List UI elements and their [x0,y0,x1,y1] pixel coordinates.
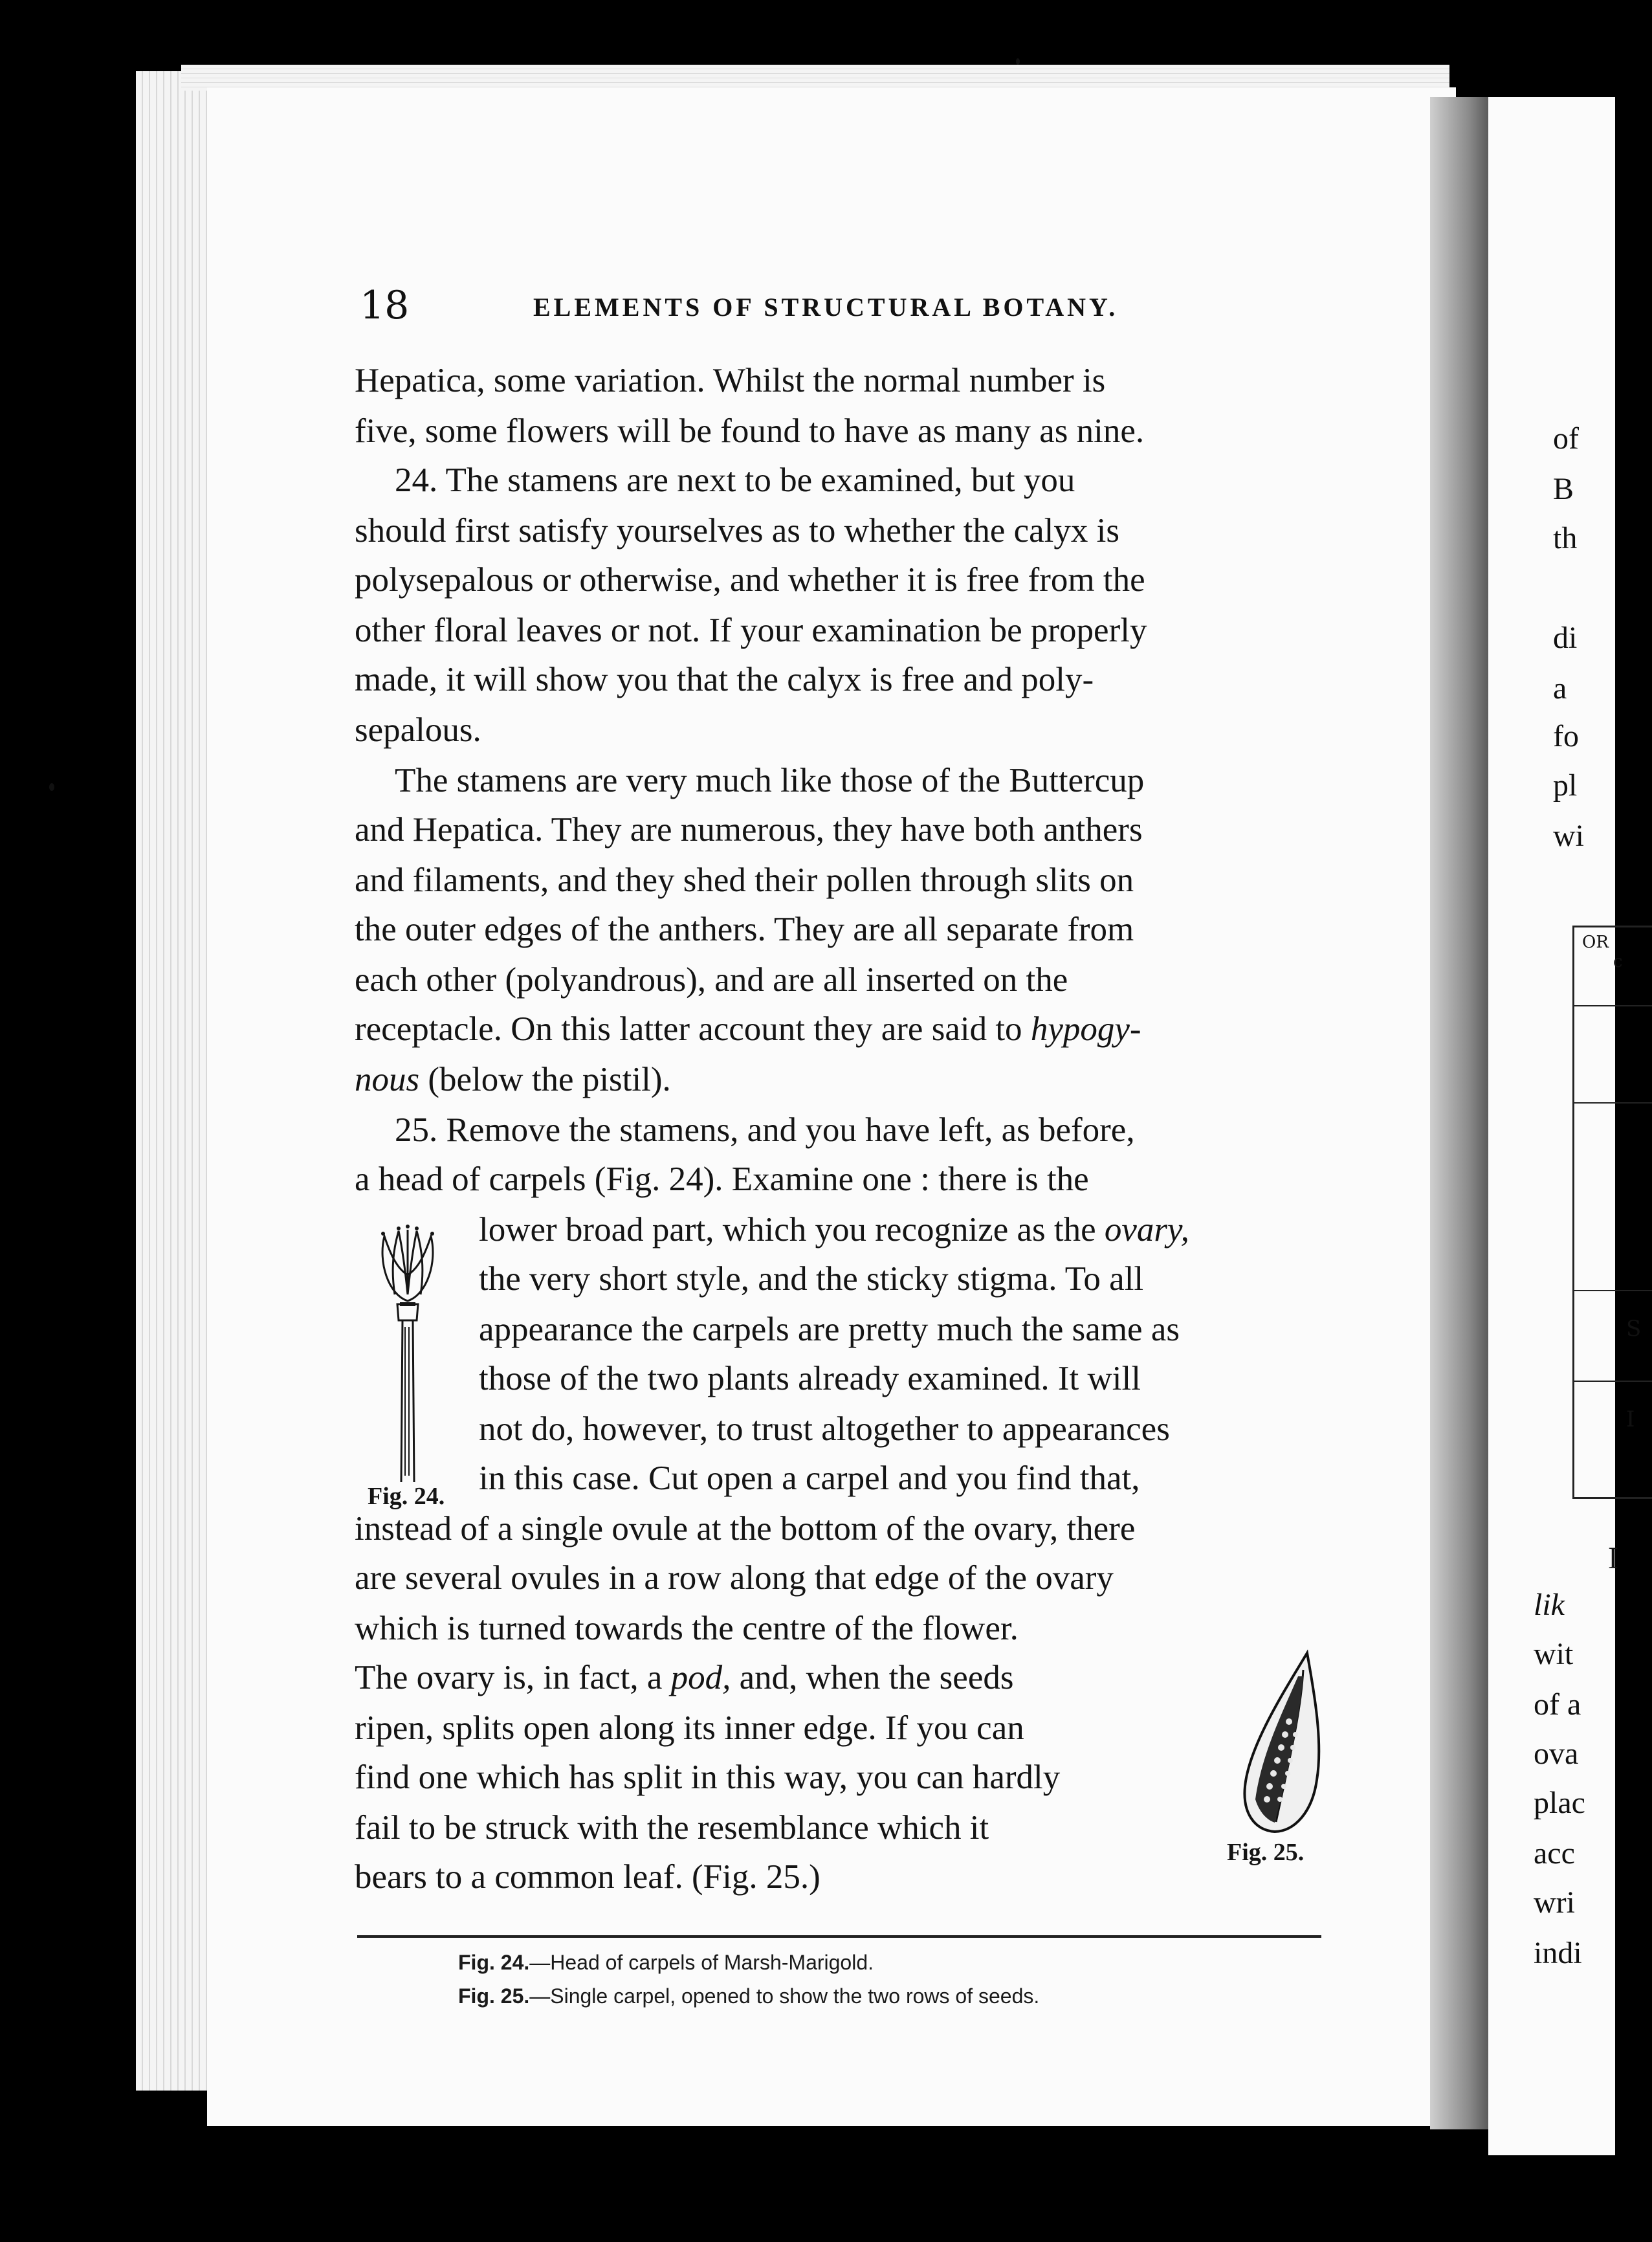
page-number: 18 [360,283,410,328]
facing-fragment: wri [1534,1885,1575,1920]
facing-table-cell: I [1626,1406,1635,1432]
book-top-edge [181,65,1449,91]
facing-table-cell: S [1626,1316,1642,1342]
facing-fragment: of [1553,421,1579,456]
facing-page [1488,97,1642,2155]
body-line: instead of a single ovule at the bottom of the ovary, there [355,1510,1136,1548]
body-line: not do, however, to trust altogether to appearances [479,1410,1170,1448]
body-line: fail to be struck with the resemblance which it [355,1809,989,1847]
facing-fragment: plac [1534,1786,1585,1820]
body-line: and Hepatica. They are numerous, they have both anthers [355,811,1143,849]
figure-caption [458,1984,1039,2008]
facing-table-header: c [1613,952,1623,971]
facing-fragment: th [1553,521,1578,555]
body-line: should first satisfy yourselves as to whether the calyx is [355,512,1119,549]
body-line [355,1010,1141,1049]
facing-fragment: fo [1553,719,1579,753]
body-line: the outer edges of the anthers. They are all separate from [355,911,1134,948]
caption-text: —Single carpel, opened to show the two rows of seeds. [529,1984,1040,2008]
facing-page-table [1572,926,1652,1499]
facing-fragment: B [1553,472,1574,506]
body-line: ripen, splits open along its inner edge. If you can [355,1709,1024,1747]
facing-fragment: a [1553,671,1567,705]
body-line: made, it will show you that the calyx is free and poly- [355,661,1094,698]
body-line: polysepalous or otherwise, and whether it is free from the [355,561,1145,599]
facing-table-rule [1574,1102,1652,1104]
figure-25-label: Fig. 25. [1227,1839,1305,1866]
figure-25-carpel-illustration [1236,1650,1327,1838]
figure-24-carpels-illustration [369,1217,446,1489]
facing-table-rule [1574,1005,1652,1006]
facing-fragment: wi [1553,819,1584,853]
facing-table-rule [1574,1290,1652,1291]
figure-caption [458,1951,874,1975]
scan-speck [49,783,54,791]
facing-fragment: ova [1534,1737,1579,1771]
caption-label: Fig. 25. [458,1984,530,2008]
facing-table-header: OR [1582,933,1609,952]
facing-table-rule [1574,1381,1652,1382]
body-line: other floral leaves or not. If your examination be properly [355,612,1147,649]
italic-term: nous [355,1061,420,1098]
facing-fragment: di [1553,621,1578,655]
body-line: are several ovules in a row along that edge of the ovary [355,1559,1114,1597]
facing-fragment: indi [1534,1936,1582,1970]
body-line: appearance the carpels are pretty much the same as [479,1311,1180,1348]
body-line: 24. The stamens are next to be examined, but you [395,461,1075,499]
facing-fragment: of a [1534,1687,1581,1722]
italic-term: pod, [670,1659,731,1696]
facing-fragment: lik [1534,1588,1565,1622]
caption-text: —Head of carpels of Marsh-Marigold. [529,1951,874,1974]
body-line [479,1210,1189,1249]
body-line [355,1060,671,1099]
body-line: in this case. Cut open a carpel and you find that, [479,1460,1140,1497]
body-line: which is turned towards the centre of the flower. [355,1610,1019,1647]
body-line: sepalous. [355,711,481,749]
body-line-text: The ovary is, in fact, a [355,1659,671,1696]
italic-term: ovary, [1104,1211,1189,1249]
body-line: a head of carpels (Fig. 24). Examine one : there is the [355,1160,1089,1198]
facing-fragment: acc [1534,1836,1575,1870]
body-line-text: receptacle. On this latter account they are said to [355,1010,1022,1048]
caption-label: Fig. 24. [458,1951,530,1974]
body-line-text: lower broad part, which you recognize as the [479,1211,1105,1249]
body-line: 25. Remove the stamens, and you have left, as before, [395,1111,1135,1149]
italic-term: hypogy- [1030,1010,1141,1048]
body-line: and filaments, and they shed their pollen through slits on [355,861,1134,899]
figure-24-label: Fig. 24. [368,1483,445,1510]
body-line [355,1658,1013,1697]
body-line: the very short style, and the sticky stigma. To all [479,1260,1144,1298]
facing-fragment: pl [1553,768,1578,803]
running-title: ELEMENTS OF STRUCTURAL BOTANY. [533,293,1119,322]
body-line: Hepatica, some variation. Whilst the normal number is [355,362,1106,399]
body-line: five, some flowers will be found to have as many as nine. [355,412,1145,450]
body-line: bears to a common leaf. (Fig. 25.) [355,1858,820,1896]
body-line: those of the two plants already examined. It will [479,1360,1141,1397]
scan-speck [1016,58,1020,65]
body-line: The stamens are very much like those of the Buttercup [395,762,1145,799]
body-line: find one which has split in this way, you can hardly [355,1759,1061,1796]
running-header [355,283,1351,335]
facing-fragment: wit [1534,1637,1574,1671]
facing-fragment: I [1608,1541,1618,1575]
footnote-rule [357,1935,1321,1938]
body-line: each other (polyandrous), and are all inserted on the [355,961,1068,999]
body-line-text: (below the pistil). [419,1061,671,1098]
body-line-text: and, when the seeds [731,1659,1014,1696]
